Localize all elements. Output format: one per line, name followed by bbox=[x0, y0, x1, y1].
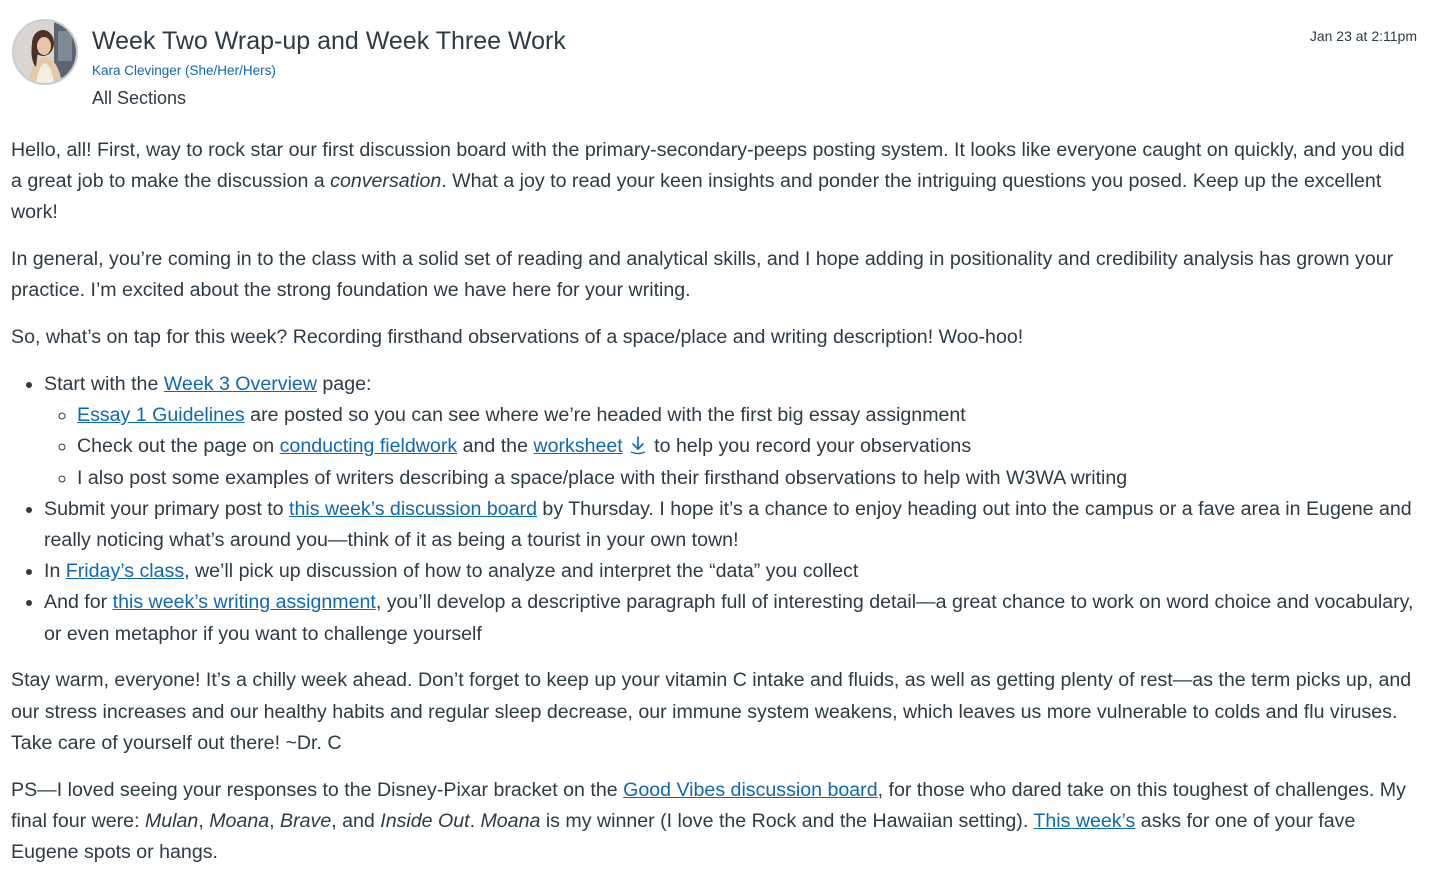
this-weeks-link[interactable]: This week’s bbox=[1033, 809, 1136, 832]
list-item bbox=[44, 556, 1419, 587]
discussion-title: Week Two Wrap-up and Week Three Work bbox=[92, 27, 566, 55]
text: is my winner (I love the Rock and the Hawaiian setting). bbox=[540, 809, 1034, 832]
text: . What a joy to read your keen insights and ponder the intriguing questions you posed. Keep up the excellent work! bbox=[11, 170, 1382, 224]
avatar-image bbox=[14, 21, 76, 83]
emphasis-text: Brave bbox=[280, 809, 332, 832]
text: , bbox=[269, 809, 281, 832]
list-item bbox=[44, 494, 1419, 556]
essay-1-guidelines-link[interactable]: Essay 1 Guidelines bbox=[77, 404, 245, 427]
emphasis-text: Moana bbox=[209, 809, 270, 832]
list-item bbox=[44, 587, 1419, 649]
text: asks for one of your fave Eugene spots or hangs. bbox=[11, 809, 1356, 864]
discussion-board-link[interactable]: this week’s discussion board bbox=[289, 497, 537, 520]
text: Start with the bbox=[44, 373, 164, 395]
task-list bbox=[11, 369, 1419, 650]
text: Hello, all! First, way to rock star our first discussion board with the primary-secondary-peeps posting system. It looks like everyone caught on quickly, and you did a great job to make the discussion a bbox=[11, 139, 1405, 193]
emphasis-text: Moana bbox=[480, 809, 541, 832]
fridays-class-link[interactable]: Friday’s class bbox=[65, 560, 185, 583]
sub-list bbox=[44, 400, 1419, 494]
sub-list-item: ◦ I also post some examples of writers describing a space/place with their firsthand observations to help with W3WA writing bbox=[77, 463, 1419, 494]
text: page: bbox=[316, 373, 372, 395]
author-avatar[interactable] bbox=[12, 19, 78, 85]
sections-label: All Sections bbox=[92, 88, 187, 108]
text: . bbox=[469, 809, 481, 832]
text: and the bbox=[457, 435, 534, 458]
text: , we’ll pick up discussion of how to analyze and interpret the “data” you collect bbox=[184, 560, 859, 583]
conducting-fieldwork-link[interactable]: conducting fieldwork bbox=[279, 435, 458, 458]
week-3-overview-link[interactable]: Week 3 Overview bbox=[163, 373, 317, 395]
emphasis-text: Inside Out bbox=[380, 809, 470, 832]
post-date: Jan 23 at 2:11pm bbox=[1309, 28, 1417, 44]
text: , you’ll develop a descriptive paragraph full of interesting detail—a great chance to work on word choice and vocabulary, or even metaphor if you want to challenge yourself bbox=[44, 591, 1414, 645]
text: In bbox=[44, 560, 66, 583]
text: are posted so you can see where we’re headed with the first big essay assignment bbox=[244, 404, 966, 427]
text: by Thursday. I hope it’s a chance to enjoy heading out into the campus or a fave area in Eugene and really noticing what’s around you—think of it as being a tourist in your own town! bbox=[44, 497, 1412, 552]
discussion-body bbox=[11, 135, 1419, 884]
emphasis-text: conversation bbox=[330, 170, 442, 193]
download-icon[interactable] bbox=[627, 434, 649, 456]
writing-assignment-link[interactable]: this week’s writing assignment bbox=[112, 591, 376, 614]
emphasis-text: Mulan bbox=[144, 809, 199, 832]
text: And for bbox=[44, 591, 113, 614]
text: PS—I loved seeing your responses to the Disney-Pixar bracket on the bbox=[11, 778, 624, 801]
sub-list-item bbox=[77, 400, 1419, 431]
text: Check out the page on bbox=[77, 435, 280, 458]
good-vibes-link[interactable]: Good Vibes discussion board bbox=[623, 778, 878, 801]
paragraph-stay-warm: Stay warm, everyone! It’s a chilly week ahead. Don’t forget to keep up your vitamin C intake and fluids, as well as getting plenty of rest—as the term picks up, and our stress increases and our healthy habits and regular sleep decrease, our immune system weakens, which leaves us more vulnerable to colds and flu viruses. Take care of yourself out there! ~Dr. C bbox=[11, 669, 1412, 754]
text: , for those who dared take on this toughest of challenges. My final four were: bbox=[11, 778, 1406, 832]
text: , and bbox=[331, 809, 381, 832]
list-item bbox=[44, 369, 1419, 494]
paragraph-this-week: So, what’s on tap for this week? Recording firsthand observations of a space/place and writing description! Woo-hoo! bbox=[11, 326, 1024, 349]
paragraph-ps bbox=[11, 775, 1419, 869]
text: to help you record your observations bbox=[648, 435, 972, 458]
discussion-header bbox=[0, 0, 1440, 120]
paragraph-general: In general, you’re coming in to the class with a solid set of reading and analytical skills, and I hope adding in positionality and credibility analysis has grown your practice. I’m excited about the strong foundation we have here for your writing. bbox=[11, 248, 1394, 302]
paragraph-intro bbox=[11, 135, 1419, 229]
sub-list-item bbox=[77, 431, 1419, 462]
text: Submit your primary post to bbox=[44, 497, 290, 520]
text: , bbox=[198, 809, 210, 832]
worksheet-link[interactable]: worksheet bbox=[533, 435, 623, 458]
author-name-link[interactable]: Kara Clevinger (She/Her/Hers) bbox=[92, 63, 276, 78]
